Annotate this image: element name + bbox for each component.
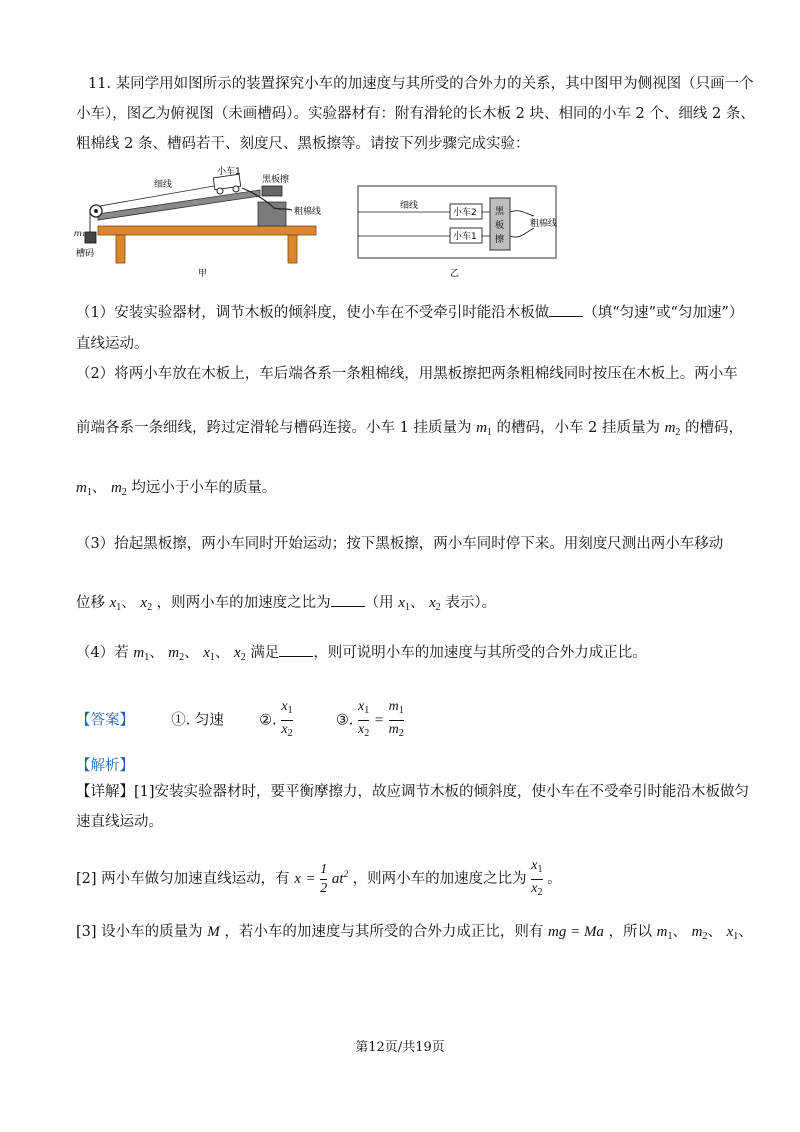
analysis-line-1: 【详解】[1]安装实验器材时，要平衡摩擦力，故应调节木板的倾斜度，使小车在不受牵引时能沿木板做匀 [76, 784, 750, 800]
part3-line-2: 位移 $x_1$、 $x_2$ ，则两小车的加速度之比为 （用 $x_1$、 $x_2$ 表示）。 [0, 592, 800, 616]
answer-blank[interactable] [331, 592, 365, 607]
question-line-2: 小车），图乙为俯视图（未画槽码）。实验器材有：附有滑轮的长木板 2 块、相同的小车 2 个、细线 2 条、 [76, 106, 755, 122]
thick-line-label: 粗棉线 [294, 207, 322, 217]
detail-tag: 【详解】 [76, 784, 134, 800]
figure-jia-caption: 甲 [198, 269, 208, 279]
answer-blank[interactable] [279, 642, 313, 657]
thin-line-label-yi: 细线 [400, 201, 419, 211]
weight-label: 槽码 [76, 249, 95, 259]
part2-line-2: 前端各系一条细线，跨过定滑轮与槽码连接。小车 1 挂质量为 $m_1$ 的槽码，小车 2 挂质量为 $m_2$ 的槽码， [76, 420, 744, 438]
cart1-label: 小车1 [453, 232, 477, 242]
answer-tag: 【答案】 [76, 712, 134, 729]
eraser-char-2: 板 [495, 221, 505, 231]
analysis-tag: 【解析】 [76, 758, 134, 774]
part1-line-1: （1）安装实验器材，调节木板的倾斜度，使小车在不受牵引时能沿木板做 （填“匀速”或“匀加速”） [0, 302, 800, 326]
eraser-char-3: 擦 [495, 235, 505, 245]
cart-label: 小车1 [217, 167, 241, 177]
eraser-char-1: 黑 [495, 207, 505, 217]
thin-line-label: 细线 [154, 180, 173, 190]
page-footer: 第12页/共19页 [355, 1040, 445, 1055]
answer-blank[interactable] [549, 302, 583, 317]
answer-2-fraction: $\frac{x_1}{x_2}$ [281, 699, 293, 739]
answer-3: ③. [335, 712, 354, 729]
eraser-label: 黑板擦 [262, 175, 290, 185]
answer-line: 【答案】 ①. 匀速 ②. $\frac{x_1}{x_2}$ ③. $\frac{x_1}{x_2}$ = $\frac{m_1}{m_2}$ [76, 699, 404, 739]
part4-line: （4）若 $m_1$、 $m_2$、 $x_1$、 $x_2$ 满足 ，则可说明小车的加速度与其所受的合外力成正比。 [0, 642, 800, 666]
part3-line-1: （3）抬起黑板擦，两小车同时开始运动；按下黑板擦，两小车同时停下来。用刻度尺测出两小车移动 [76, 536, 724, 552]
question-line-3: 粗棉线 2 条、槽码若干、刻度尺、黑板擦等。请按下列步骤完成实验： [76, 136, 530, 152]
answer-2: ②. [259, 712, 277, 729]
figure-jia-side-view [70, 162, 330, 280]
part2-line-1: （2）将两小车放在木板上，车后端各系一条粗棉线，用黑板擦把两条粗棉线同时按压在木板上。两小车 [76, 366, 738, 382]
analysis-line-2: 速直线运动。 [76, 814, 163, 830]
math-m2: $m_2$ [664, 420, 681, 438]
figure-yi-top-view [350, 184, 590, 280]
mass-label: m₁ [74, 229, 85, 238]
figure-yi-caption: 乙 [450, 269, 460, 279]
thick-line-label-yi: 粗棉线 [530, 219, 558, 229]
math-m1: $m_1$ [476, 420, 492, 438]
answer-1: ①. 匀速 [171, 712, 224, 729]
question-line-1: 11. 某同学用如图所示的装置探究小车的加速度与其所受的合外力的关系，其中图甲为侧视图（只画一个 [88, 76, 754, 92]
analysis-line-3: [2] 两小车做匀加速直线运动，有 x = $\frac{1}{2}$ $at^2$ ，则两小车的加速度之比为 $\frac{x_1}{x_2}$ 。 [76, 857, 562, 898]
analysis-tag-line [0, 756, 800, 780]
cart2-label: 小车2 [453, 208, 477, 218]
analysis-line-4: [3] 设小车的质量为 M ，若小车的加速度与其所受的合外力成正比，则有 mg = Ma ，所以 $m_1$、 $m_2$、 $x_1$、 [76, 924, 753, 942]
part2-line-3: $m_1$、 $m_2$ 均远小于小车的质量。 [76, 480, 277, 498]
part1-line-2: 直线运动。 [76, 336, 149, 352]
